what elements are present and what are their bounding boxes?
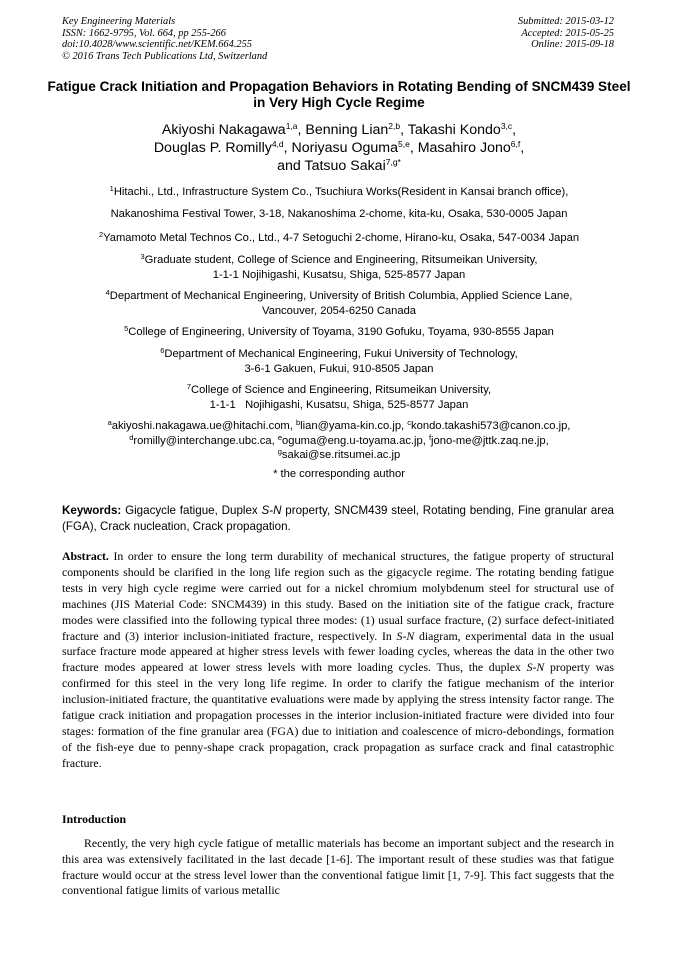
email-address[interactable]: sakai@se.ritsumei.ac.jp: [281, 449, 401, 461]
author-list: [40, 121, 638, 175]
aff-sup: 1: [109, 184, 114, 193]
accepted-date: Accepted: 2015-05-25: [521, 27, 614, 39]
author-sep: ,: [512, 122, 517, 138]
submitted-date: Submitted: 2015-03-12: [517, 16, 614, 27]
affiliation-1: [40, 185, 638, 221]
author-sep: ,: [409, 140, 418, 156]
email-sup: a: [107, 418, 112, 427]
email-address[interactable]: kondo.takashi573@canon.co.jp,: [411, 420, 571, 432]
aff-text: College of Science and Engineering, Ritsumeikan University,: [191, 384, 492, 396]
author-sup: 7,g*: [385, 157, 401, 167]
paper-title: Fatigue Crack Initiation and Propagation Behaviors in Rotating Bending of SNCM439 Steel in Very High Cycle Regime: [47, 79, 631, 110]
affiliation-4: [40, 289, 638, 318]
issn-line: ISSN: 1662-9795, Vol. 664, pp 255-266: [62, 27, 226, 39]
keywords-text: property, SNCM439 steel, Rotating bending, Fine granular area (FGA), Crack nucleation, Crack propagation.: [62, 504, 614, 533]
author-line: [40, 121, 638, 139]
abstract-label: Abstract.: [62, 549, 109, 563]
dates-info: [518, 16, 614, 51]
aff-sup: 4: [105, 288, 110, 297]
author-name: Akiyoshi Nakagawa: [161, 122, 286, 138]
introduction-paragraph: Recently, the very high cycle fatigue of metallic materials has become an important subject and the research in this area was extensively facilitated in the last decade [1-6]. The important result of these studies was that fatigue fracture would occur at the stress level lower than the conventional fatigue limit [1, 7-9]. This fact suggests that the conventional fatigue limits of various metallic: [62, 836, 614, 898]
author-name: Takashi Kondo: [407, 122, 501, 138]
aff-sup: 6: [160, 346, 165, 355]
author-sup: 4,d: [271, 139, 284, 149]
email-address[interactable]: lian@yama-kin.co.jp,: [300, 420, 408, 432]
email-sup: g: [277, 447, 282, 456]
affiliation-3: [40, 253, 638, 282]
author-name: Douglas P. Romilly: [153, 140, 272, 156]
aff-sup: 7: [186, 382, 191, 391]
aff-text: Graduate student, College of Science and Engineering, Ritsumeikan University,: [144, 254, 538, 266]
email-sup: b: [295, 418, 301, 427]
email-address[interactable]: oguma@eng.u-toyama.ac.jp,: [282, 434, 429, 447]
online-date: Online: 2015-09-18: [531, 39, 614, 51]
aff-text: 3-6-1 Gakuen, Fukui, 910-8505 Japan: [244, 362, 434, 375]
author-sup: 2,b: [388, 121, 401, 131]
email-list: [40, 419, 638, 463]
abstract-italic: S-N: [526, 660, 545, 675]
email-sup: d: [129, 432, 134, 442]
aff-text: 1-1-1 Nojihigashi, Kusatsu, Shiga, 525-8577 Japan: [209, 398, 469, 411]
author-name: Masahiro Jono: [417, 140, 511, 156]
author-name: Noriyasu Oguma: [291, 140, 398, 156]
abstract-italic: S-N: [396, 628, 415, 643]
author-name: and Tatsuo Sakai: [277, 158, 386, 174]
abstract-text: diagram, experimental data in the usual surface fracture mode appeared at higher stress levels with fewer loading cycles, whereas the data in the other two fracture modes appeared at lower stress levels with more loading cycles. Thus, the duplex: [62, 628, 614, 675]
doi-line: doi:10.4028/www.scientific.net/KEM.664.255: [62, 39, 252, 51]
author-sep: ,: [297, 122, 306, 138]
author-sup: 1,a: [285, 121, 298, 131]
aff-text: Yamamoto Metal Technos Co., Ltd., 4-7 Setoguchi 2-chome, Hirano-ku, Osaka, 547-0034 Japan: [103, 232, 580, 244]
copyright-line: © 2016 Trans Tech Publications Ltd, Switzerland: [62, 50, 268, 62]
aff-text: Department of Mechanical Engineering, Fukui University of Technology,: [164, 348, 518, 360]
email-address[interactable]: romilly@interchange.ubc.ca,: [133, 434, 278, 447]
keywords-italic: S-N: [261, 504, 282, 517]
aff-text: 1-1-1 Nojihigashi, Kusatsu, Shiga, 525-8577 Japan: [212, 268, 466, 281]
abstract-text: property was confirmed for this steel in the very long life regime. In order to clarify the fatigue mechanism of the interior inclusion-initiated fracture, the quantitative evaluations were made by applying the stress intensity factor range. The fatigue crack initiation and propagation processes in the interior inclusion-initiated fracture were divided into four stages: formation of the fine granular area (FGA) due to initiation and coalescence of micro-debondings, formation of the fish-eye due to penny-shape crack propagation, crack propagation as surface crack and final catastrophic fracture.: [62, 660, 614, 770]
keywords: [62, 503, 614, 535]
keywords-label: Keywords:: [62, 504, 122, 517]
author-sup: 5,e: [398, 139, 410, 149]
corresponding-note: * the corresponding author: [273, 468, 405, 480]
aff-sup: 2: [98, 230, 104, 239]
author-sep: ,: [283, 140, 292, 156]
affiliation-5: [40, 325, 638, 340]
affiliation-2: [40, 231, 638, 246]
aff-text: Hitachi., Ltd., Infrastructure System Co., Tsuchiura Works(Resident in Kansai branch office),: [113, 186, 569, 198]
aff-text: College of Engineering, University of Toyama, 3190 Gofuku, Toyama, 930-8555 Japan: [128, 326, 554, 338]
author-line: [40, 157, 638, 175]
email-sup: e: [277, 432, 283, 442]
author-line: [40, 139, 638, 157]
email-sup: f: [428, 432, 432, 442]
journal-name: Key Engineering Materials: [62, 16, 176, 27]
keywords-text: Gigacycle fatigue, Duplex: [121, 504, 262, 517]
author-name: Benning Lian: [305, 122, 389, 138]
email-address[interactable]: jono-me@jttk.zaq.ne.jp,: [431, 434, 549, 447]
affiliation-7: [40, 383, 638, 412]
email-address[interactable]: akiyoshi.nakagawa.ue@hitachi.com,: [111, 420, 296, 432]
author-sep: ,: [520, 140, 525, 156]
abstract-text: In order to ensure the long term durability of mechanical structures, the fatigue property of structural components should be clarified in the long life region such as the gigacycle regime. The rotating bending fatigue tests in very high cycle regime were carried out for a nickel chromium molybdenum steel for structural use of machines (JIS Material Code: SNCM439) in this study. Based on the initiation site of the fatigue crack, fracture modes were classified into the following typical three modes: (1) usual surface fracture, (2) surface defect-initiated fracture and (3) interior inclusion-initiated fracture, respectively. In: [62, 549, 614, 643]
aff-text: Vancouver, 2054-6250 Canada: [261, 304, 417, 317]
email-sup: c: [407, 418, 412, 427]
author-sup: 6,f: [510, 139, 521, 149]
affiliation-6: [40, 347, 638, 376]
author-sup: 3,c: [500, 121, 513, 131]
aff-text: Department of Mechanical Engineering, University of British Columbia, Applied Science Lane,: [109, 290, 573, 302]
journal-info: [62, 16, 267, 62]
aff-sup: 5: [124, 324, 129, 333]
abstract: [62, 549, 614, 772]
aff-sup: 3: [140, 252, 145, 261]
author-sep: ,: [400, 122, 408, 138]
aff-text: Nakanoshima Festival Tower, 3-18, Nakanoshima 2-chome, kita-ku, Osaka, 530-0005 Japan: [110, 207, 568, 220]
section-heading-introduction: Introduction: [62, 812, 127, 826]
